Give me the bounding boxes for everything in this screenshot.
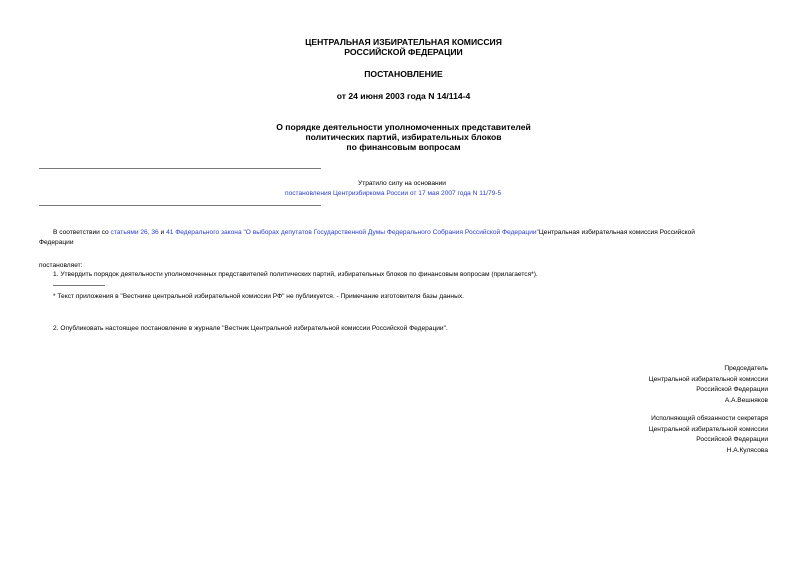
chair-name: А.А.Вешняков	[724, 396, 768, 404]
org-name-line2: РОССИЙСКОЙ ФЕДЕРАЦИИ	[344, 47, 463, 57]
status-top-rule	[39, 168, 321, 169]
secretary-org-line1: Центральной избирательной комиссии	[648, 425, 768, 433]
secretary-signature-block	[649, 414, 768, 456]
chair-title: Председатель	[724, 365, 768, 372]
document-title-line3: по финансовым вопросам	[346, 142, 461, 152]
chair-signature-block	[649, 364, 768, 406]
intro-suffix: Центральная избирательная комиссия Российской	[538, 229, 695, 236]
footnote-rule	[53, 285, 105, 286]
decrees-word: постановляет:	[39, 262, 83, 269]
document-title-line2: политических партий, избирательных блоков	[305, 132, 502, 142]
item-2: 2. Опубликовать настоящее постановление в журнале "Вестник Центральной избирательной комиссии Российской Федерации".	[53, 325, 448, 332]
articles-link[interactable]: статьями 26, 36	[110, 229, 159, 236]
intro-prefix: В соответствии со	[53, 229, 111, 236]
org-name-line1: ЦЕНТРАЛЬНАЯ ИЗБИРАТЕЛЬНАЯ КОМИССИЯ	[305, 37, 502, 47]
intro-paragraph-continued: Федерации	[39, 239, 74, 246]
document-title-line1: О порядке деятельности уполномоченных представителей	[276, 122, 531, 132]
footnote: * Текст приложения в "Вестнике центральной избирательной комиссии РФ" не публикуется. - Примечание изготовителя базы данных.	[53, 293, 464, 300]
article-41-link[interactable]: 41	[166, 229, 174, 236]
status-text: Утратило силу на основании	[358, 180, 446, 187]
secretary-title: Исполняющий обязанности секретаря	[651, 415, 768, 422]
chair-org-line2: Российской Федерации	[696, 386, 768, 393]
federal-law-link[interactable]: Федерального закона "О выборах депутатов Государственной Думы Федерального Собрания Российской Федерации"	[175, 229, 539, 236]
item-1: 1. Утвердить порядок деятельности уполномоченных представителей политических партий, избирательных блоков по финансовым вопросам (прилагается*).	[53, 271, 538, 278]
chair-org-line1: Центральной избирательной комиссии	[648, 375, 768, 383]
status-bottom-rule	[39, 205, 321, 206]
secretary-name: Н.А.Кулясова	[726, 446, 768, 454]
repeal-decree-link[interactable]: постановления Центризбиркома России от 17 мая 2007 года N 11/79-5	[285, 190, 502, 197]
secretary-org-line2: Российской Федерации	[696, 436, 768, 443]
intro-and: и	[158, 229, 167, 236]
document-date-number: от 24 июня 2003 года N 14/114-4	[336, 91, 471, 101]
document-type: ПОСТАНОВЛЕНИЕ	[364, 69, 443, 79]
intro-paragraph	[53, 228, 695, 238]
